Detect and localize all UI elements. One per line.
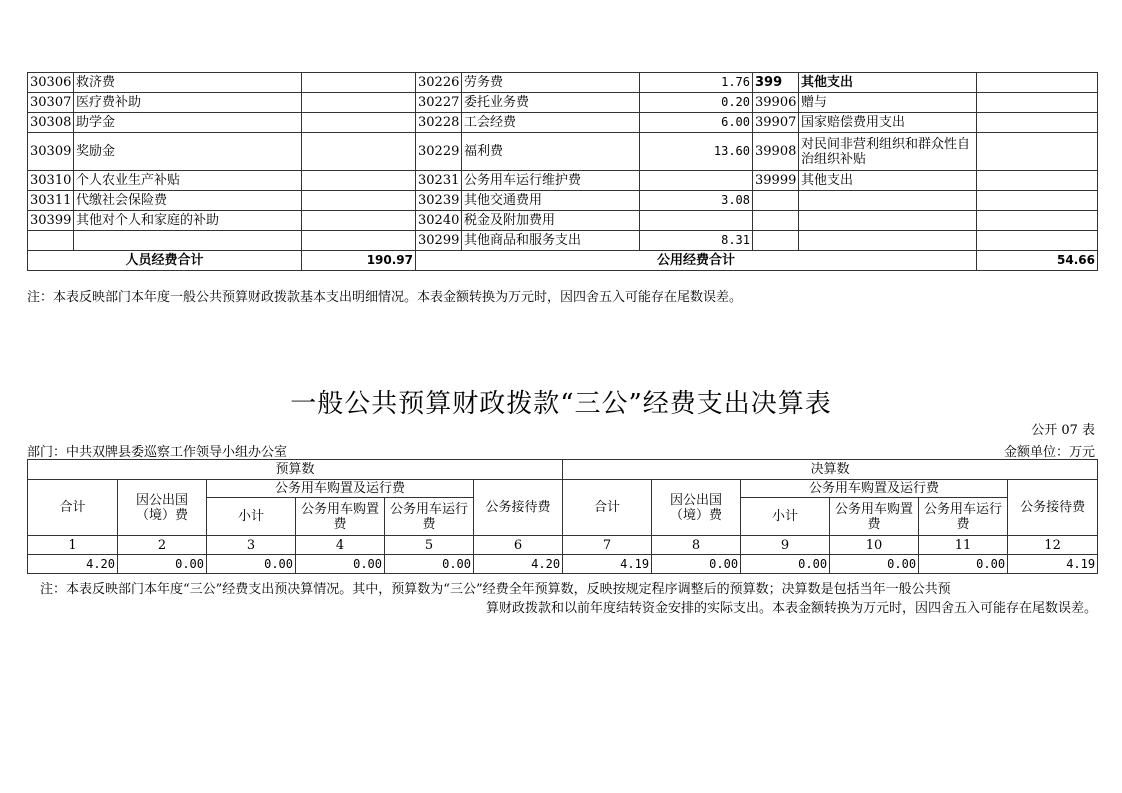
column-number: 5 <box>385 536 474 555</box>
department-label: 部门：中共双牌县委巡察工作领导小组办公室 <box>27 445 288 460</box>
amount-cell <box>302 133 416 171</box>
name-cell: 委托业务费 <box>462 93 640 113</box>
header-vehicle: 公务用车购置及运行费 <box>207 480 474 498</box>
table-row <box>28 211 1098 231</box>
code-cell: 39908 <box>753 133 799 171</box>
value-row <box>28 555 1098 574</box>
amount-value: 0.00 <box>741 555 830 574</box>
code-cell <box>753 231 799 251</box>
name-cell: 救济费 <box>74 73 302 93</box>
header-abroad: 因公出国（境）费 <box>652 480 741 536</box>
table-row <box>28 171 1098 191</box>
name-cell: 其他支出 <box>799 171 977 191</box>
name-cell: 公务用车运行维护费 <box>462 171 640 191</box>
amount-value: 0.00 <box>919 555 1008 574</box>
amount-cell <box>640 211 753 231</box>
public-total-label: 公用经费合计 <box>416 251 977 271</box>
amount-cell <box>977 171 1098 191</box>
code-cell: 39907 <box>753 113 799 133</box>
personnel-total-value: 190.97 <box>302 251 416 271</box>
totals-row <box>28 251 1098 271</box>
code-cell: 30308 <box>28 113 74 133</box>
name-cell: 助学金 <box>74 113 302 133</box>
header-purchase: 公务用车购置费 <box>830 498 919 536</box>
form-number: 公开 07 表 <box>1031 423 1095 438</box>
name-cell: 福利费 <box>462 133 640 171</box>
amount-cell <box>977 73 1098 93</box>
note-line-1: 注：本表反映部门本年度“三公”经费支出预决算情况。其中，预算数为“三公”经费全年预算数，反映按规定程序调整后的预算数；决算数是包括当年一般公共预 <box>40 582 951 597</box>
column-number: 2 <box>118 536 207 555</box>
code-cell: 30228 <box>416 113 462 133</box>
amount-cell <box>977 211 1098 231</box>
header-purchase: 公务用车购置费 <box>296 498 385 536</box>
code-cell <box>753 211 799 231</box>
amount-value: 4.20 <box>28 555 118 574</box>
name-cell <box>799 191 977 211</box>
code-cell: 30311 <box>28 191 74 211</box>
name-cell <box>799 231 977 251</box>
name-cell: 劳务费 <box>462 73 640 93</box>
name-cell: 税金及附加费用 <box>462 211 640 231</box>
table-row <box>28 113 1098 133</box>
expenditure-detail-body <box>28 73 1098 271</box>
name-cell <box>799 211 977 231</box>
name-cell: 其他对个人和家庭的补助 <box>74 211 302 231</box>
page-title: 一般公共预算财政拨款“三公”经费支出决算表 <box>290 389 832 419</box>
name-cell: 代缴社会保险费 <box>74 191 302 211</box>
amount-cell <box>302 191 416 211</box>
amount-cell <box>302 171 416 191</box>
header-reception: 公务接待费 <box>1008 480 1098 536</box>
name-cell: 奖励金 <box>74 133 302 171</box>
column-number: 12 <box>1008 536 1098 555</box>
column-number: 3 <box>207 536 296 555</box>
code-cell: 30399 <box>28 211 74 231</box>
table-row <box>28 93 1098 113</box>
personnel-total-label: 人员经费合计 <box>28 251 302 271</box>
amount-value: 0.00 <box>652 555 741 574</box>
column-number: 4 <box>296 536 385 555</box>
code-cell: 30231 <box>416 171 462 191</box>
expenditure-detail-table <box>27 72 1098 271</box>
table-row <box>28 133 1098 171</box>
budget-header: 预算数 <box>28 460 563 480</box>
column-number: 11 <box>919 536 1008 555</box>
code-cell: 30307 <box>28 93 74 113</box>
code-cell: 39999 <box>753 171 799 191</box>
public-total-value: 54.66 <box>977 251 1098 271</box>
amount-value: 0.00 <box>207 555 296 574</box>
code-cell: 30229 <box>416 133 462 171</box>
amount-value: 4.19 <box>1008 555 1098 574</box>
amount-cell: 8.31 <box>640 231 753 251</box>
table-row <box>28 73 1098 93</box>
column-number: 9 <box>741 536 830 555</box>
table-note: 注：本表反映部门本年度一般公共预算财政拨款基本支出明细情况。本表金额转换为万元时，因四舍五入可能存在尾数误差。 <box>27 290 743 305</box>
column-number: 6 <box>474 536 563 555</box>
amount-cell <box>302 113 416 133</box>
amount-value: 4.20 <box>474 555 563 574</box>
name-cell: 国家赔偿费用支出 <box>799 113 977 133</box>
header-subtotal: 小计 <box>741 498 830 536</box>
header-total: 合计 <box>563 480 652 536</box>
amount-cell <box>640 171 753 191</box>
name-cell <box>74 231 302 251</box>
header-abroad: 因公出国（境）费 <box>118 480 207 536</box>
code-cell: 30226 <box>416 73 462 93</box>
amount-cell <box>302 231 416 251</box>
code-cell: 39906 <box>753 93 799 113</box>
amount-cell: 3.08 <box>640 191 753 211</box>
amount-cell <box>977 191 1098 211</box>
amount-cell: 0.20 <box>640 93 753 113</box>
name-cell: 工会经费 <box>462 113 640 133</box>
code-cell: 30239 <box>416 191 462 211</box>
header-subtotal: 小计 <box>207 498 296 536</box>
code-cell: 30310 <box>28 171 74 191</box>
amount-cell <box>302 93 416 113</box>
amount-cell <box>302 73 416 93</box>
name-cell: 对民间非营利组织和群众性自治组织补贴 <box>799 133 977 171</box>
amount-value: 0.00 <box>830 555 919 574</box>
amount-cell <box>302 211 416 231</box>
amount-value: 4.19 <box>563 555 652 574</box>
amount-cell <box>977 231 1098 251</box>
column-number: 10 <box>830 536 919 555</box>
column-number: 8 <box>652 536 741 555</box>
table-note-2 <box>40 580 1097 618</box>
column-number: 7 <box>563 536 652 555</box>
column-number: 1 <box>28 536 118 555</box>
amount-unit-label: 金额单位：万元 <box>1003 445 1095 460</box>
name-cell: 个人农业生产补贴 <box>74 171 302 191</box>
code-cell: 30227 <box>416 93 462 113</box>
amount-cell: 6.00 <box>640 113 753 133</box>
amount-value: 0.00 <box>296 555 385 574</box>
amount-value: 0.00 <box>118 555 207 574</box>
name-cell: 其他商品和服务支出 <box>462 231 640 251</box>
amount-cell <box>977 93 1098 113</box>
column-number-row <box>28 536 1098 555</box>
header-total: 合计 <box>28 480 118 536</box>
code-cell: 30309 <box>28 133 74 171</box>
amount-cell: 1.76 <box>640 73 753 93</box>
code-cell: 399 <box>753 73 799 93</box>
table-row <box>28 231 1098 251</box>
header-reception: 公务接待费 <box>474 480 563 536</box>
table-row <box>28 191 1098 211</box>
code-cell <box>753 191 799 211</box>
code-cell: 30306 <box>28 73 74 93</box>
code-cell: 30299 <box>416 231 462 251</box>
three-public-expenditure-table <box>27 459 1098 574</box>
final-header: 决算数 <box>563 460 1098 480</box>
header-vehicle: 公务用车购置及运行费 <box>741 480 1008 498</box>
amount-cell <box>977 113 1098 133</box>
code-cell <box>28 231 74 251</box>
code-cell: 30240 <box>416 211 462 231</box>
note-line-2: 算财政拨款和以前年度结转资金安排的实际支出。本表金额转换为万元时，因四舍五入可能存在尾数误差。 <box>485 601 1097 616</box>
amount-value: 0.00 <box>385 555 474 574</box>
name-cell: 其他支出 <box>799 73 977 93</box>
name-cell: 医疗费补助 <box>74 93 302 113</box>
name-cell: 赠与 <box>799 93 977 113</box>
header-operation: 公务用车运行费 <box>919 498 1008 536</box>
name-cell: 其他交通费用 <box>462 191 640 211</box>
header-operation: 公务用车运行费 <box>385 498 474 536</box>
amount-cell: 13.60 <box>640 133 753 171</box>
amount-cell <box>977 133 1098 171</box>
